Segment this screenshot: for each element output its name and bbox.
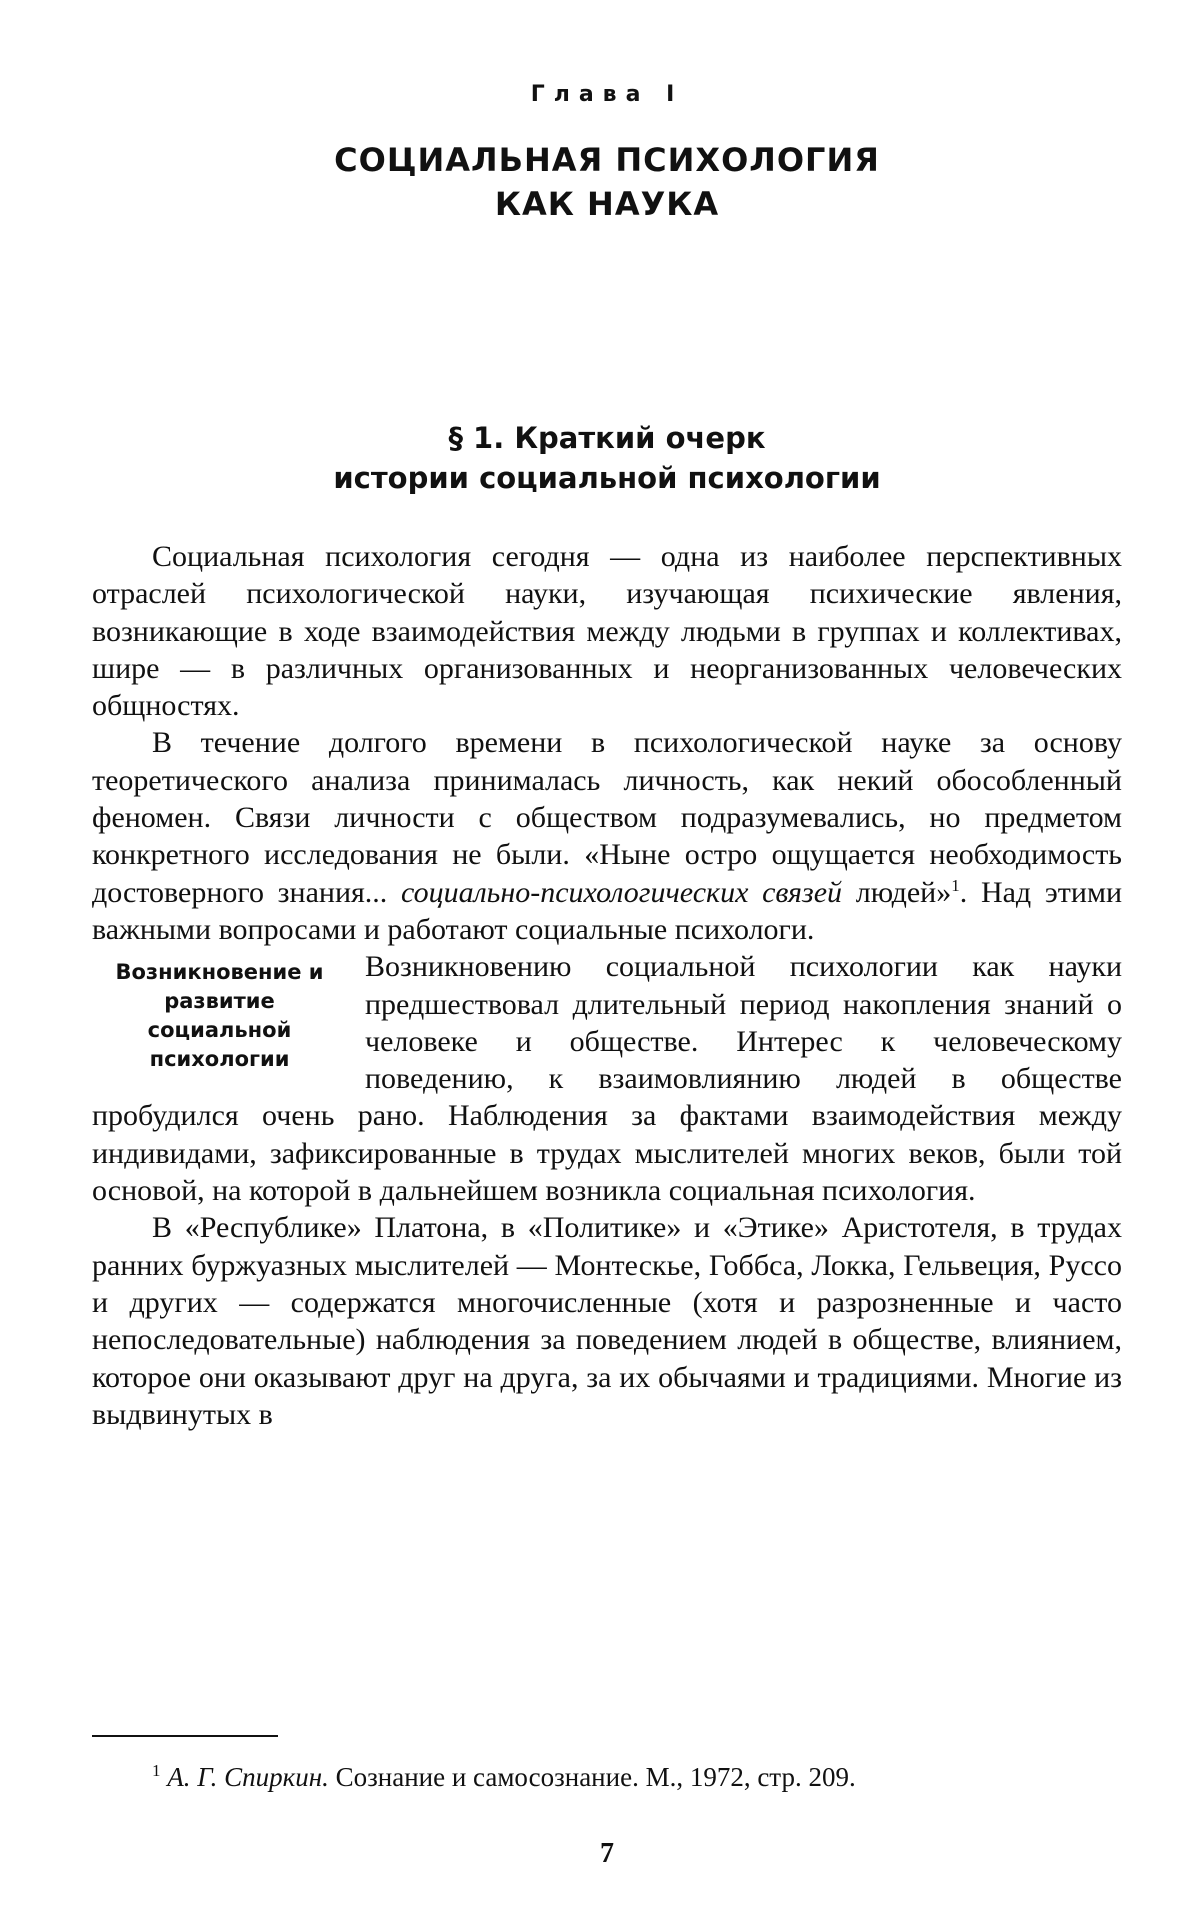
section-title-line1: § 1. Краткий очерк <box>448 421 766 455</box>
paragraph-2-start: В течение долгого времени в психологической науке за основу теоретического анализа принималась личность, как некий обособленный феномен. Связи личности с обществом подразумевались, но предметом конкретного исследования не были. «Ныне остро ощущается необходимость достоверного знания... <box>92 726 1122 909</box>
page-number: 7 <box>600 1838 614 1869</box>
footnote-text: Сознание и самосознание. М., 1972, стр. 209. <box>328 1762 856 1792</box>
footnote-divider <box>92 1735 278 1737</box>
paragraph-1: Социальная психология сегодня — одна из наиболее перспективных отраслей психологической науки, изучающая психические явления, возникающие в ходе взаимодействия между людьми в группах и коллективах, шире — в различных организованных и неорганизованных человеческих общностях. <box>92 540 1122 723</box>
chapter-label: Глава I <box>530 82 684 107</box>
footnote-marker: 1 <box>152 1761 161 1780</box>
paragraph-2-end: . Над этими важными вопросами и работают социальные психологи. <box>92 875 1122 946</box>
chapter-title-line1: СОЦИАЛЬНАЯ ПСИХОЛОГИЯ <box>334 141 880 179</box>
side-heading: Возникновение и развитие социальной психологии <box>115 960 324 1072</box>
chapter-title-line2: КАК НАУКА <box>494 185 720 223</box>
body-text <box>92 538 1122 1433</box>
chapter-title <box>92 138 1122 226</box>
paragraph-4: В «Республике» Платона, в «Политике» и «Этике» Аристотеля, в трудах ранних буржуазных мыслителей — Монтескье, Гоббса, Локка, Гельвеция, Руссо и других — содержатся многочисленные (хотя и разрозненные и часто непоследовательные) наблюдения за поведением людей в обществе, влиянием, которое они оказывают друг на друга, за их обычаями и традициями. Многие из выдвинутых в <box>92 1211 1122 1431</box>
paragraph-2-mid: людей» <box>842 875 952 909</box>
section-title <box>92 418 1122 498</box>
footnote-author: А. Г. Спиркин. <box>167 1762 329 1792</box>
paragraph-2-italic: социально-психологических связей <box>401 875 843 909</box>
section-title-line2: истории социальной психологии <box>333 461 881 495</box>
paragraph-2 <box>92 724 1122 948</box>
footnote-reference: 1 <box>951 875 960 895</box>
paragraph-3: Возникновению социальной психологии как науки предшествовал длительный период накопления знаний о человеке и обществе. Интерес к человеческому поведению, к взаимовлиянию людей в обществе пробудился очень рано. Наблюдения за фактами взаимодействия между индивидами, зафиксированные в трудах мыслителей многих веков, были той основой, на которой в дальнейшем возникла социальная психология. <box>92 950 1122 1208</box>
footnote <box>92 1760 1122 1794</box>
